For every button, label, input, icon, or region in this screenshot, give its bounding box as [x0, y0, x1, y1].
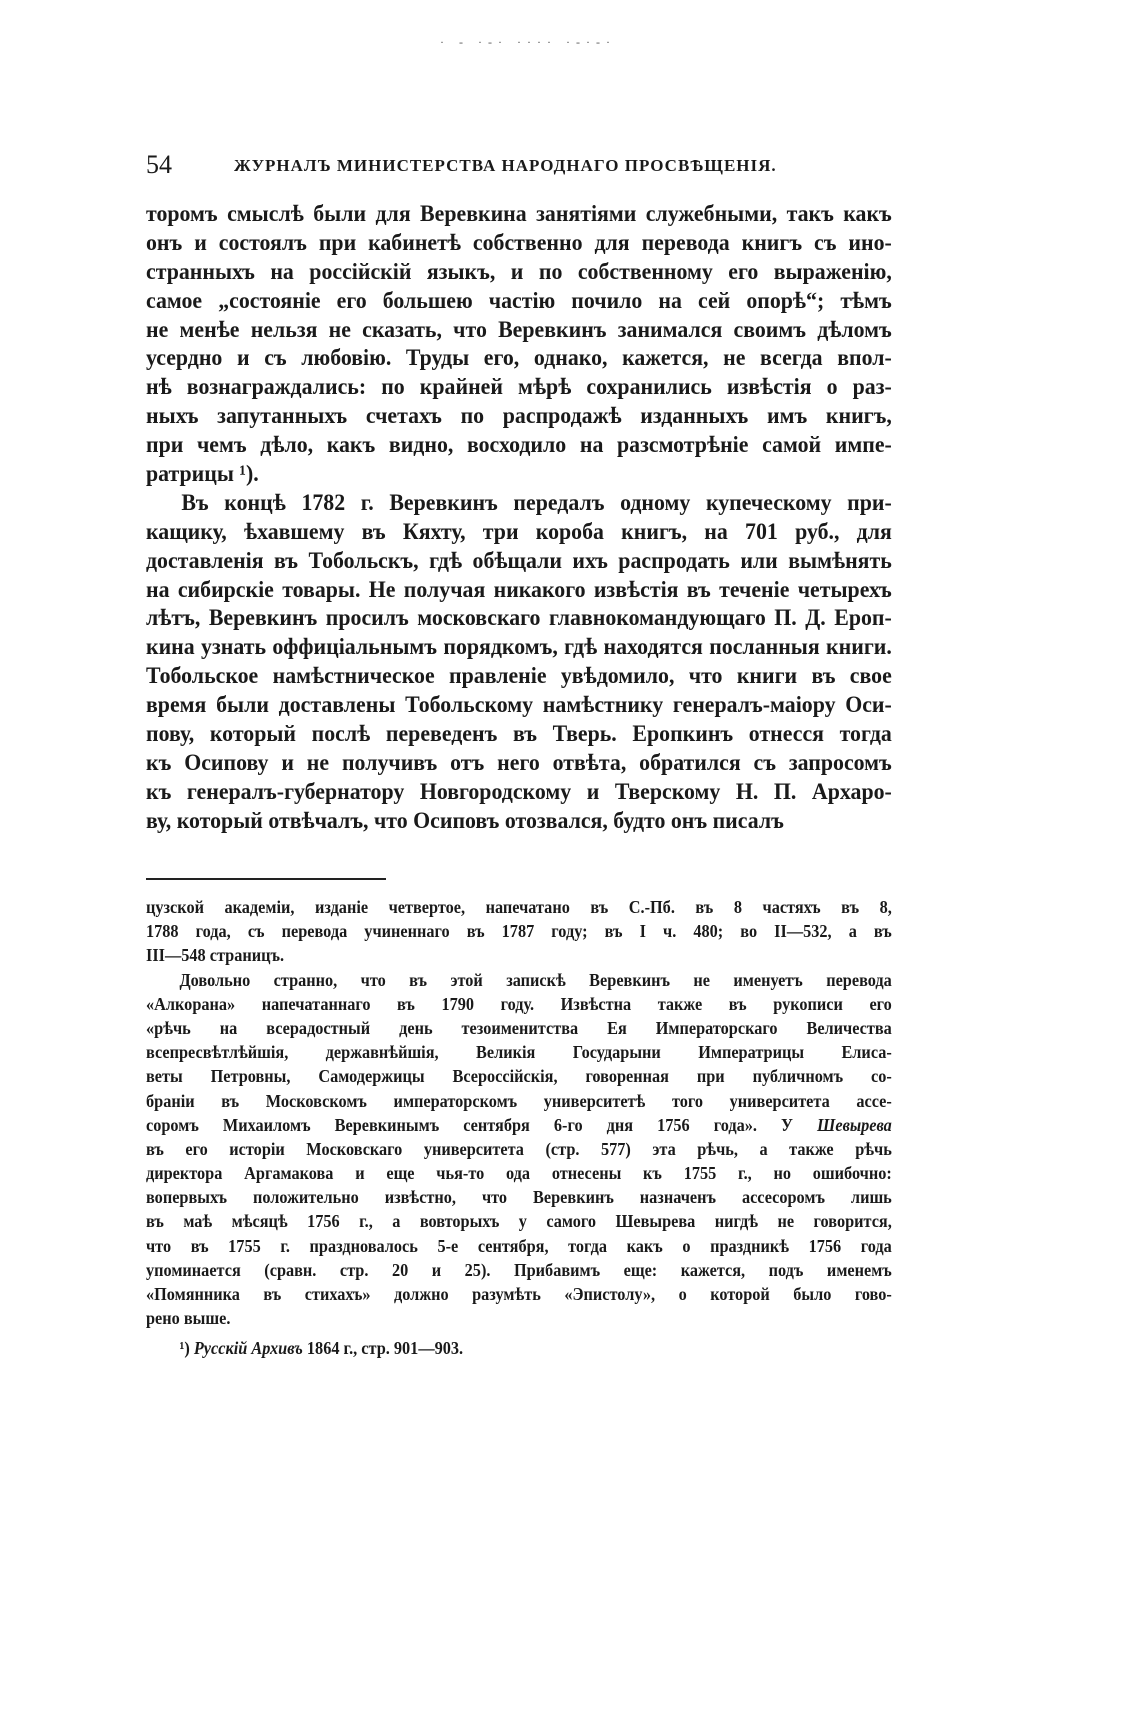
running-header	[146, 150, 892, 184]
text-line: при чемъ дѣло, какъ видно, восходило на разсмотрѣніе самой импе-	[146, 432, 892, 459]
text-line: лѣтъ, Веревкинъ просилъ московскаго главнокомандующаго П. Д. Ероп-	[146, 605, 892, 632]
text-line: Тобольское намѣстническое правленіе увѣдомило, что книги въ свое	[146, 663, 892, 690]
footnote-line: въ маѣ мѣсяцѣ 1756 г., а вовторыхъ у самого Шевырева нигдѣ не говорится,	[146, 1211, 892, 1232]
footnote-line: веты Петровны, Самодержицы Всероссійскія, говоренная при публичномъ со-	[146, 1066, 892, 1087]
footnote-line: рено выше.	[146, 1308, 231, 1329]
footnote-line: «Помянника въ стихахъ» должно разумѣть «Эпистолу», о которой было гово-	[146, 1284, 892, 1304]
text-line: ныхъ запутанныхъ счетахъ по распродажѣ изданныхъ имъ книгъ,	[146, 403, 892, 430]
page-number: 54	[146, 150, 172, 179]
text-line: кащику, ѣхавшему въ Кяхту, три короба книгъ, на 701 руб., для	[146, 518, 892, 545]
footnote-line: «Алкорана» напечатаннаго въ 1790 году. Извѣстна также въ рукописи его	[146, 993, 892, 1014]
text-line: странныхъ на россійскій языкъ, и по собственному его выраженію,	[146, 258, 892, 285]
text-line: не менѣе нельзя не сказать, что Веревкинъ занимался своимъ дѣломъ	[146, 316, 892, 343]
text-line: ву, который отвѣчалъ, что Осиповъ отозвался, будто онъ писалъ	[146, 807, 784, 834]
text-line: на сибирскіе товары. Не получая никакого извѣстія въ теченіе четырехъ	[146, 576, 892, 603]
footnote-line: упоминается (сравн. стр. 20 и 25). Прибавимъ еще: кажется, подъ именемъ	[146, 1259, 892, 1280]
text-line: Въ концѣ 1782 г. Веревкинъ передалъ одному купеческому при-	[181, 489, 892, 516]
text-line: ратрицы ¹).	[146, 461, 259, 488]
text-line: торомъ смыслѣ были для Веревкина занятіями служебными, такъ какъ	[146, 201, 892, 227]
scan-specks: · - ·-· ···· ·-·-·	[440, 35, 616, 49]
footnote-1	[146, 1336, 892, 1360]
footnotes	[146, 895, 892, 1361]
text-line: пову, который послѣ переведенъ въ Тверь. Еропкинъ отнесся тогда	[146, 721, 892, 748]
text-line: онъ и состоялъ при кабинетѣ собственно для перевода книгъ съ ино-	[146, 229, 892, 256]
footnote-line: въ его исторіи Московскаго университета (стр. 577) эта рѣчь, а также рѣчь	[146, 1138, 892, 1159]
footnote-line: Довольно странно, что въ этой запискѣ Веревкинъ не именуетъ перевода	[179, 969, 892, 990]
text-line: кина узнать оффиціальнымъ порядкомъ, гдѣ находятся посланныя книги.	[146, 634, 892, 661]
text-line: самое „состояніе его большею частію почило на сей опорѣ“; тѣмъ	[146, 287, 892, 314]
footnote-separator	[146, 878, 386, 880]
footnote-line: браніи въ Московскомъ императорскомъ университетѣ того университета ассе-	[146, 1090, 892, 1111]
footnote-line: вопервыхъ положительно извѣстно, что Веревкинъ назначенъ ассесоромъ лишь	[146, 1187, 892, 1208]
italic-name: Шевырева	[817, 1114, 892, 1135]
text-line: усердно и съ любовію. Труды его, однако, кажется, не всегда впол-	[146, 345, 892, 372]
footnote-marker: ¹)	[179, 1338, 190, 1359]
footnote-line: всепресвѣтлѣйшія, державнѣйшія, Великія Государыни Императрицы Елиса-	[146, 1042, 892, 1063]
main-text	[146, 200, 892, 836]
footnote-line: III—548 страницъ.	[146, 945, 285, 966]
text-line: доставленія въ Тобольскъ, гдѣ обѣщали ихъ распродать или вымѣнять	[146, 547, 892, 574]
footnote-text: соромъ Михаиломъ Веревкинымъ сентября 6-го дня 1756 года». У	[146, 1114, 793, 1135]
footnote-line: 1788 года, съ перевода учиненнаго въ 1787 году; въ I ч. 480; во II—532, а въ	[146, 921, 892, 942]
footnote-line: директора Аргамакова и еще чья-то ода отнесены къ 1755 г., но ошибочно:	[146, 1163, 892, 1184]
footnote-line: цузской академіи, изданіе четвертое, напечатано въ С.-Пб. въ 8 частяхъ въ 8,	[146, 897, 892, 917]
text-line: время были доставлены Тобольскому намѣстнику генералъ-маіору Оси-	[146, 692, 892, 719]
text-line: къ Осипову и не получивъ отъ него отвѣта, обратился съ запросомъ	[146, 749, 892, 776]
footnote-line	[146, 1113, 892, 1137]
footnote-line: «рѣчь на всерадостный день тезоименитства Ея Императорскаго Величества	[146, 1017, 892, 1038]
text-line: нѣ вознаграждались: по крайней мѣрѣ сохранились извѣстія о раз-	[146, 374, 892, 401]
running-title: ЖУРНАЛЪ МИНИСТЕРСТВА НАРОДНАГО ПРОСВѢЩЕНІЯ.	[234, 156, 777, 175]
text-line: къ генералъ-губернатору Новгородскому и Тверскому Н. П. Архаро-	[146, 778, 892, 805]
footnote-line: что въ 1755 г. праздновалось 5-е сентября, тогда какъ о праздникѣ 1756 года	[146, 1235, 892, 1256]
footnote-source: Русскій Архивъ	[193, 1338, 303, 1359]
footnote-ref: 1864 г., стр. 901—903.	[306, 1338, 464, 1359]
